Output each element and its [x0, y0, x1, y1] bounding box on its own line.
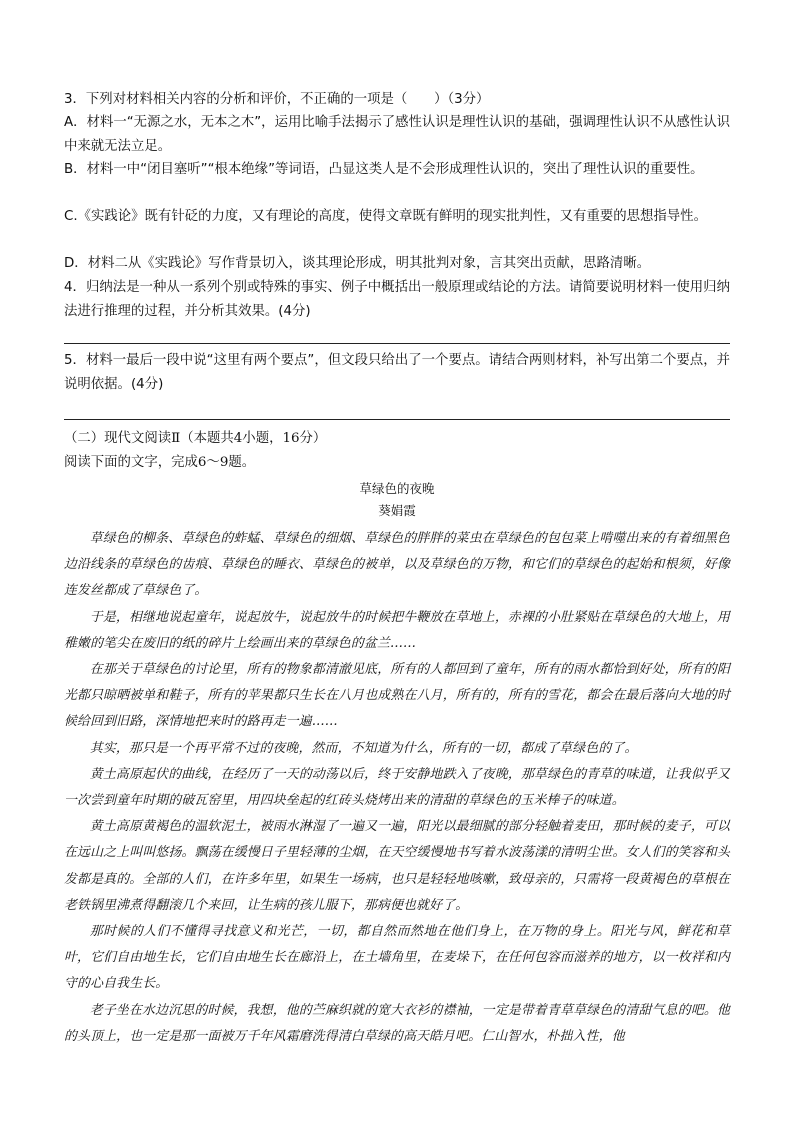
article-paragraph: 在那关于草绿色的讨论里，所有的物象都清澈见底，所有的人都回到了童年，所有的雨水都恰到好处，所有的阳光都只晾晒被单和鞋子，所有的苹果都只生长在八月也成熟在八月，所有的，所有的雪花，都会在最后落向大地的时候给回到旧路，深情地把来时的路再走一遍…… [64, 662, 730, 730]
article-paragraph: 老子坐在水边沉思的时候，我想，他的苎麻织就的宽大衣衫的襟袖，一定是带着青草草绿色的清甜气息的吧。他的头顶上，也一定是那一面被万千年风霜磨洗得清白草绿的高天皓月吧。仁山智水，朴拙入性，他 [64, 1002, 730, 1044]
question-4: 4．归纳法是一种从一系列个别或特殊的事实、例子中概括出一般原理或结论的方法。请简要说明材料一使用归纳法进行推理的过程，并分析其效果。(4分) [64, 280, 730, 319]
question-3-option-c: C.《实践论》既有针砭的力度，又有理论的高度，使得文章既有鲜明的现实批判性，又有重要的思想指导性。 [64, 209, 707, 224]
article-paragraph: 于是，相继地说起童年，说起放牛，说起放牛的时候把牛鞭放在草地上，赤裸的小肚紧贴在草绿色的大地上，用稚嫩的笔尖在废旧的纸的碎片上绘画出来的草绿色的盆兰…… [64, 609, 730, 651]
section-heading: （二）现代文阅读Ⅱ（本题共4小题，16分） [64, 431, 327, 446]
article-paragraph: 黄土高原黄褐色的温软泥土，被雨水淋湿了一遍又一遍，阳光以最细腻的部分轻触着麦田，那时候的麦子，可以在远山之上叫叫悠扬。飘荡在缓慢日子里轻薄的尘烟，在天空缓慢地书写着水波荡漾的清明尘世。女人们的笑容和头发都是真的。全部的人们，在许多年里，如果生一场病，也只是轻轻地咳嗽，致母亲的，只需将一段黄褐色的草根在老铁锅里沸煮得翻滚几个来回，让生病的孩儿服下，那病便也就好了。 [64, 819, 730, 913]
article-body [64, 526, 730, 1050]
article-title: 草绿色的夜晚 [359, 481, 435, 496]
questions-3-4 [64, 88, 730, 323]
article-author: 葵娟霞 [378, 503, 416, 518]
question-3-stem: 3．下列对材料相关内容的分析和评价，不正确的一项是（ ）（3分） [64, 92, 490, 107]
article-paragraph: 其实，那只是一个再平常不过的夜晚，然而，不知道为什么，所有的一切，都成了草绿色的了。 [89, 740, 638, 756]
question-3-option-b: B．材料一中“闭目塞听”“根本绝缘”等词语，凸显这类人是不会形成理性认识的，突出了理性认识的重要性。 [64, 162, 704, 177]
question-5: 5．材料一最后一段中说“这里有两个要点”，但文段只给出了一个要点。请结合两则材料，补写出第二个要点，并说明依据。(4分) [64, 353, 730, 392]
question-3-option-d: D．材料二从《实践论》写作背景切入，谈其理论形成，明其批判对象，言其突出贡献，思路清晰。 [64, 256, 651, 271]
section-instruction: 阅读下面的文字，完成6～9题。 [64, 455, 256, 470]
article-paragraph: 黄土高原起伏的曲线，在经历了一天的动荡以后，终于安静地跌入了夜晚，那草绿色的青草的味道，让我似乎又一次尝到童年时期的破瓦窑里，用四块垒起的红砖头烧烤出来的清甜的草绿色的玉米棒子的味道。 [64, 766, 730, 809]
question-3-option-a: A．材料一“无源之水，无本之木”，运用比喻手法揭示了感性认识是理性认识的基础，强调理性认识不从感性认识中来就无法立足。 [64, 115, 730, 154]
article-paragraph: 那时候的人们不懂得寻找意义和光芒，一切，都自然而然地在他们身上，在万物的身上。阳光与风，鲜花和草叶，它们自由地生长，它们自由地生长在廊沿上，在土墙角里，在麦垛下，在任何包容而滋养的地方，以一枚祥和内守的心自我生长。 [64, 924, 730, 992]
exam-page [64, 88, 730, 1050]
article-paragraph: 草绿色的柳条、草绿色的蚱蜢、草绿色的细烟、草绿色的胖胖的菜虫在草绿色的包包菜上啃噬出来的有着细黑色边沿线条的草绿色的齿痕、草绿色的睡衣、草绿色的被单，以及草绿色的万物，和它们的草绿色的起始和根须，好像连发丝都成了草绿色了。 [64, 531, 730, 599]
